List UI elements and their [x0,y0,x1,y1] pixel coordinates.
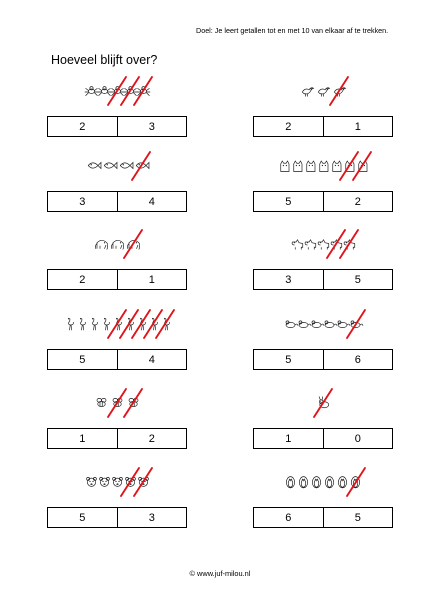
fish-icon [86,158,101,173]
elephant-icon [94,236,109,251]
answer-right: 2 [117,429,187,448]
strike-line [130,151,152,181]
answer-right: 1 [117,270,187,289]
strike-line [106,76,128,106]
exercise-12 [253,468,393,548]
worksheet-title: Hoeveel blijft over? [51,53,158,67]
answer-left: 3 [79,195,86,208]
answer-left: 6 [285,511,292,524]
strike-line [328,76,350,106]
answer-box [47,191,187,212]
answer-right: 2 [323,192,393,211]
strike-line [312,388,334,418]
answer-left: 5 [79,353,86,366]
strike-line [122,229,144,259]
answer-right: 3 [117,508,187,527]
answer-right: 4 [117,350,187,369]
learning-goal: Doel: Je leert getallen tot en met 10 van elkaar af te trekken. [196,26,389,35]
animal-row [47,152,187,188]
strike-line [338,151,360,181]
strike-line [119,467,141,497]
answer-box [47,269,187,290]
animal-row [47,230,187,266]
animal-row [253,310,393,346]
answer-box [253,116,393,137]
strike-line [106,309,128,339]
answer-right: 1 [323,117,393,136]
answer-left: 3 [285,273,292,286]
exercise-7 [47,310,187,390]
answer-right: 3 [117,117,187,136]
animal-row [253,152,393,188]
answer-left: 1 [79,432,86,445]
answer-left: 2 [79,273,86,286]
exercise-3 [47,152,187,232]
exercise-10 [253,389,393,469]
answer-left: 2 [285,120,292,133]
exercise-5 [47,230,187,310]
strike-line [345,467,367,497]
bird-icon [300,83,315,98]
strike-line [325,229,347,259]
answer-right: 5 [323,270,393,289]
animal-row [253,468,393,504]
answer-box [253,428,393,449]
animal-row [47,389,187,425]
answer-right: 0 [323,429,393,448]
answer-box [253,349,393,370]
answer-box [47,428,187,449]
answer-box [253,269,393,290]
exercise-9 [47,389,187,469]
exercise-2 [253,77,393,157]
animal-row [253,230,393,266]
answer-right: 6 [323,350,393,369]
strike-line [106,388,128,418]
answer-left: 2 [79,120,86,133]
answer-box [253,507,393,528]
answer-box [47,507,187,528]
animal-row [253,389,393,425]
answer-left: 5 [79,511,86,524]
fish-icon [102,158,117,173]
answer-box [253,191,393,212]
strike-line [345,309,367,339]
animal-row [47,310,187,346]
answer-box [47,116,187,137]
exercise-8 [253,310,393,390]
answer-box [47,349,187,370]
answer-left: 1 [285,432,292,445]
exercise-4 [253,152,393,232]
answer-right: 4 [117,192,187,211]
answer-left: 5 [285,353,292,366]
answer-right: 5 [323,508,393,527]
exercise-6 [253,230,393,310]
exercise-11 [47,468,187,548]
answer-left: 5 [285,195,292,208]
animal-row [253,77,393,113]
exercise-1 [47,77,187,157]
animal-row [47,77,187,113]
animal-row [47,468,187,504]
copyright-footer: © www.juf-milou.nl [189,569,251,578]
